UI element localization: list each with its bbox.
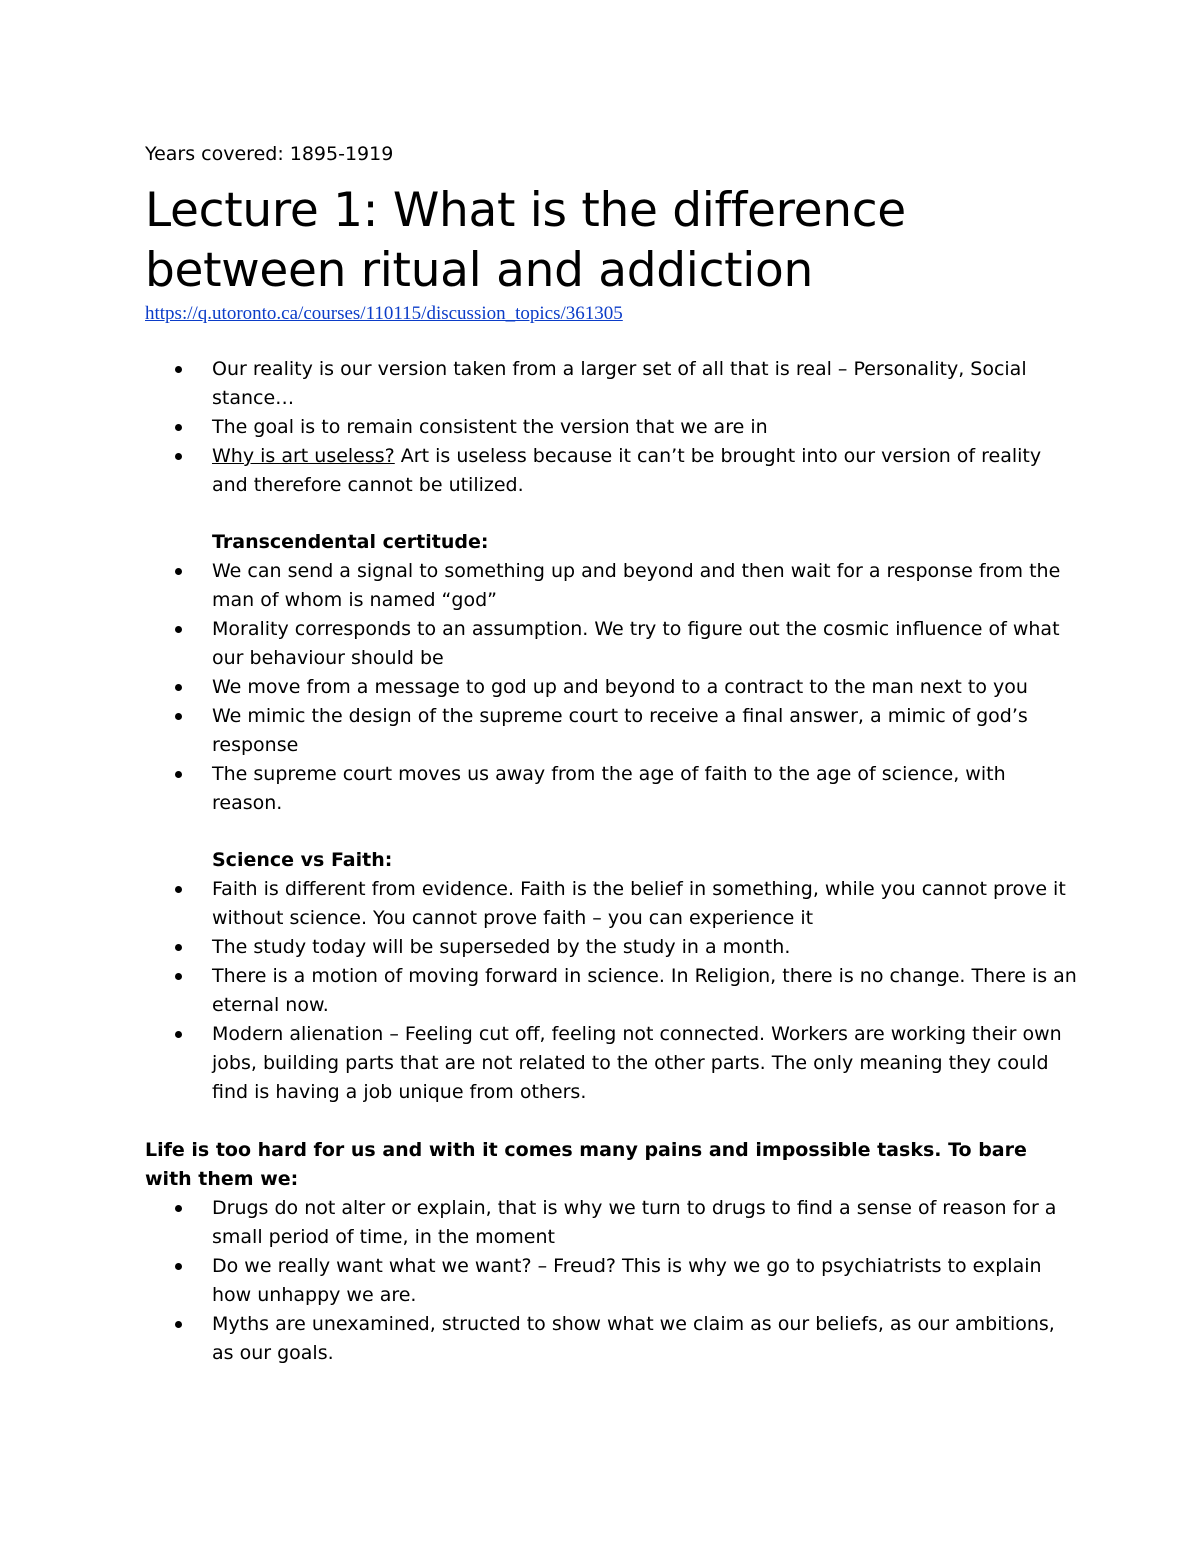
science-faith-heading: Science vs Faith: (212, 849, 393, 871)
document-content (145, 140, 1080, 1368)
list-item: Myths are unexamined, structed to show what we claim as our beliefs, as our ambitions, as our goals. (145, 1310, 1080, 1368)
science-faith-bullet-list (145, 875, 1080, 1107)
list-item: We can send a signal to something up and beyond and then wait for a response from the man of whom is named “god” (145, 557, 1080, 615)
list-item: The goal is to remain consistent the version that we are in (145, 413, 1080, 442)
list-item-text: Art is useless because it can’t be brought into our version of reality and therefore cannot be utilized. (212, 445, 1042, 496)
list-item: The supreme court moves us away from the age of faith to the age of science, with reason. (145, 760, 1080, 818)
list-item: We mimic the design of the supreme court to receive a final answer, a mimic of god’s response (145, 702, 1080, 760)
years-covered: Years covered: 1895-1919 (145, 143, 394, 165)
list-item: Do we really want what we want? – Freud? This is why we go to psychiatrists to explain how unhappy we are. (145, 1252, 1080, 1310)
transcendental-heading: Transcendental certitude: (212, 531, 489, 553)
underlined-question: Why is art useless? (212, 445, 395, 467)
list-item: Morality corresponds to an assumption. We try to figure out the cosmic influence of what our behaviour should be (145, 615, 1080, 673)
life-bullet-list (145, 1194, 1080, 1368)
list-item: Modern alienation – Feeling cut off, feeling not connected. Workers are working their own jobs, building parts that are not related to the other parts. The only meaning they could find is having a job unique from others. (145, 1020, 1080, 1107)
lecture-title: Lecture 1: What is the difference between ritual and addiction (145, 183, 906, 298)
list-item: Faith is different from evidence. Faith is the belief in something, while you cannot prove it without science. You cannot prove faith – you can experience it (145, 875, 1080, 933)
list-item: We move from a message to god up and beyond to a contract to the man next to you (145, 673, 1080, 702)
list-item: Our reality is our version taken from a larger set of all that is real – Personality, Social stance… (145, 355, 1080, 413)
intro-bullet-list (145, 355, 1080, 500)
discussion-link[interactable]: https://q.utoronto.ca/courses/110115/discussion_topics/361305 (145, 303, 623, 324)
life-heading: Life is too hard for us and with it comes many pains and impossible tasks. To bare with them we: (145, 1139, 1027, 1190)
transcendental-bullet-list (145, 557, 1080, 818)
list-item (145, 442, 1080, 500)
list-item: The study today will be superseded by the study in a month. (145, 933, 1080, 962)
list-item: There is a motion of moving forward in science. In Religion, there is no change. There is an eternal now. (145, 962, 1080, 1020)
list-item: Drugs do not alter or explain, that is why we turn to drugs to find a sense of reason for a small period of time, in the moment (145, 1194, 1080, 1252)
